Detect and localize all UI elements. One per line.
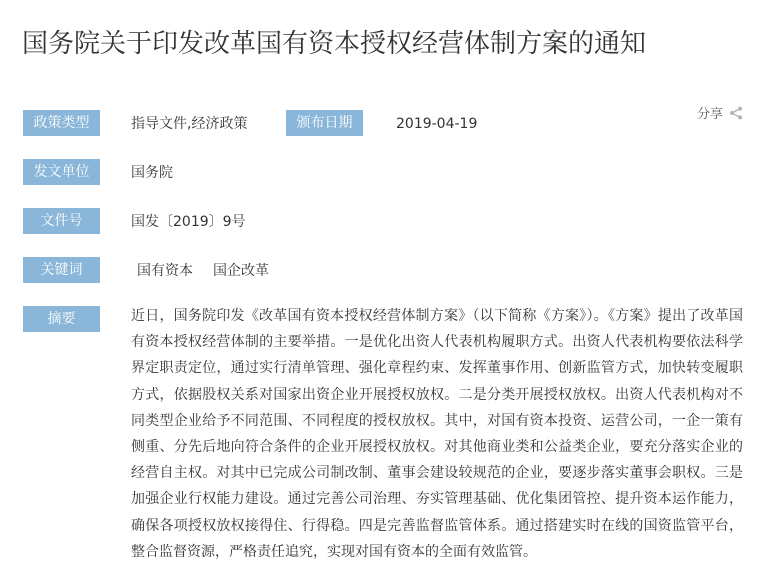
policy-type-label: 政策类型: [23, 110, 100, 136]
abstract-text: 近日，国务院印发《改革国有资本授权经营体制方案》（以下简称《方案》）。《方案》提出了改革国有资本授权经营体制的主要举措。一是优化出资人代表机构履职方式。出资人代表机构要依法科学界定职责定位，通过实行清单管理、强化章程约束、发挥董事作用、创新监管方式，加快转变履职方式，依据股权关系对国家出资企业开展授权放权。二是分类开展授权放权。出资人代表机构对不同类型企业给予不同范围、不同程度的授权放权。其中，对国有资本投资、运营公司，一企一策有侧重、分先后地向符合条件的企业开展授权放权。对其他商业类和公益类企业，要充分落实企业的经营自主权。对其中已完成公司制改制、董事会建设较规范的企业，要逐步落实董事会职权。三是加强企业行权能力建设。通过完善公司治理、夯实管理基础、优化集团管控、提升资本运作能力，确保各项授权放权接得住、行得稳。四是完善监督监管体系。通过搭建实时在线的国资监管平台，整合监督资源，严格责任追究，实现对国有资本的全面有效监管。: [131, 308, 743, 560]
page-title: 国务院关于印发改革国有资本授权经营体制方案的通知: [22, 29, 647, 59]
issuer-label: 发文单位: [23, 159, 100, 185]
keyword-item[interactable]: 国有资本: [137, 263, 193, 279]
doc-number-value: 国发〔2019〕9号: [131, 214, 246, 230]
policy-type-value: 指导文件,经济政策: [131, 116, 248, 132]
share-icon: [729, 106, 743, 120]
keywords-label: 关键词: [23, 257, 100, 283]
issuer-value: 国务院: [131, 165, 173, 181]
share-button[interactable]: [697, 103, 743, 122]
publish-date-value: 2019-04-19: [396, 116, 478, 132]
doc-number-label: 文件号: [23, 208, 100, 234]
publish-date-label: 颁布日期: [286, 110, 363, 136]
abstract-label: 摘要: [23, 306, 100, 332]
keyword-item[interactable]: 国企改革: [213, 263, 269, 279]
share-label: 分享: [697, 107, 724, 122]
